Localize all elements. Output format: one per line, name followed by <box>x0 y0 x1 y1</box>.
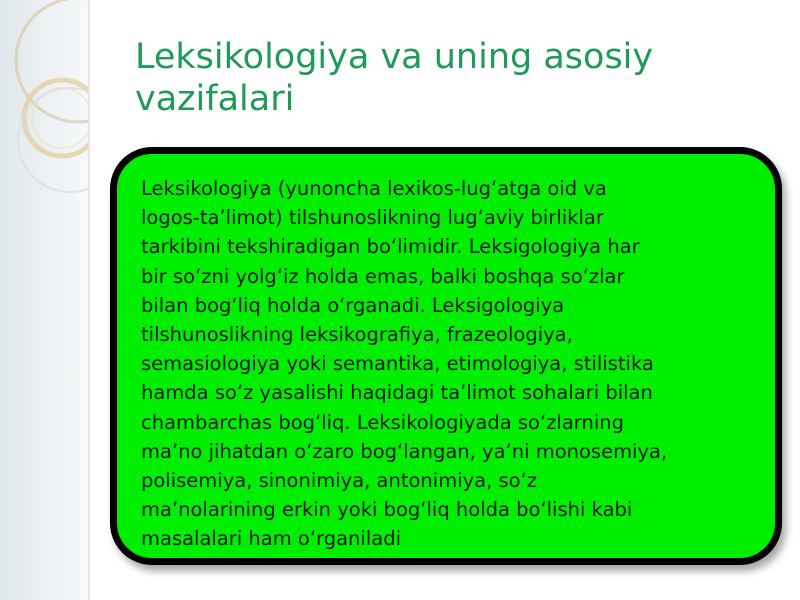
decorative-side-strip <box>0 0 90 600</box>
content-box <box>110 147 782 565</box>
decorative-rings <box>0 0 90 600</box>
slide-title: Leksikologiya va uning asosiy vazifalari <box>135 37 654 119</box>
body-text: Leksikologiya (yunoncha lexikos-lug‘atga oid va logos-ta’limot) tilshunoslikning lug‘aviy birliklar tarkibini tekshiradigan bo‘limidir. Leksigologiya har bir so‘zni yolg‘iz holda emas, balki boshqa so‘zlar bilan bog‘liq holda o‘rganadi. Leksigologiya tilshunoslikning leksikografiya, frazeologiya, semasiologiya yoki semantika, etimologiya, stilistika hamda so‘z yasalishi haqidagi ta’limot sohalari bilan chambarchas bog‘liq. Leksikologiyada so‘zlarning ma’no jihatdan o‘zaro bog‘langan, ya’ni monosemiya, polisemiya, sinonimiya, antonimiya, so‘z ma’nolarining erkin yoki bog‘liq holda bo‘lishi kabi masalalari ham o‘rganiladi <box>141 177 668 551</box>
